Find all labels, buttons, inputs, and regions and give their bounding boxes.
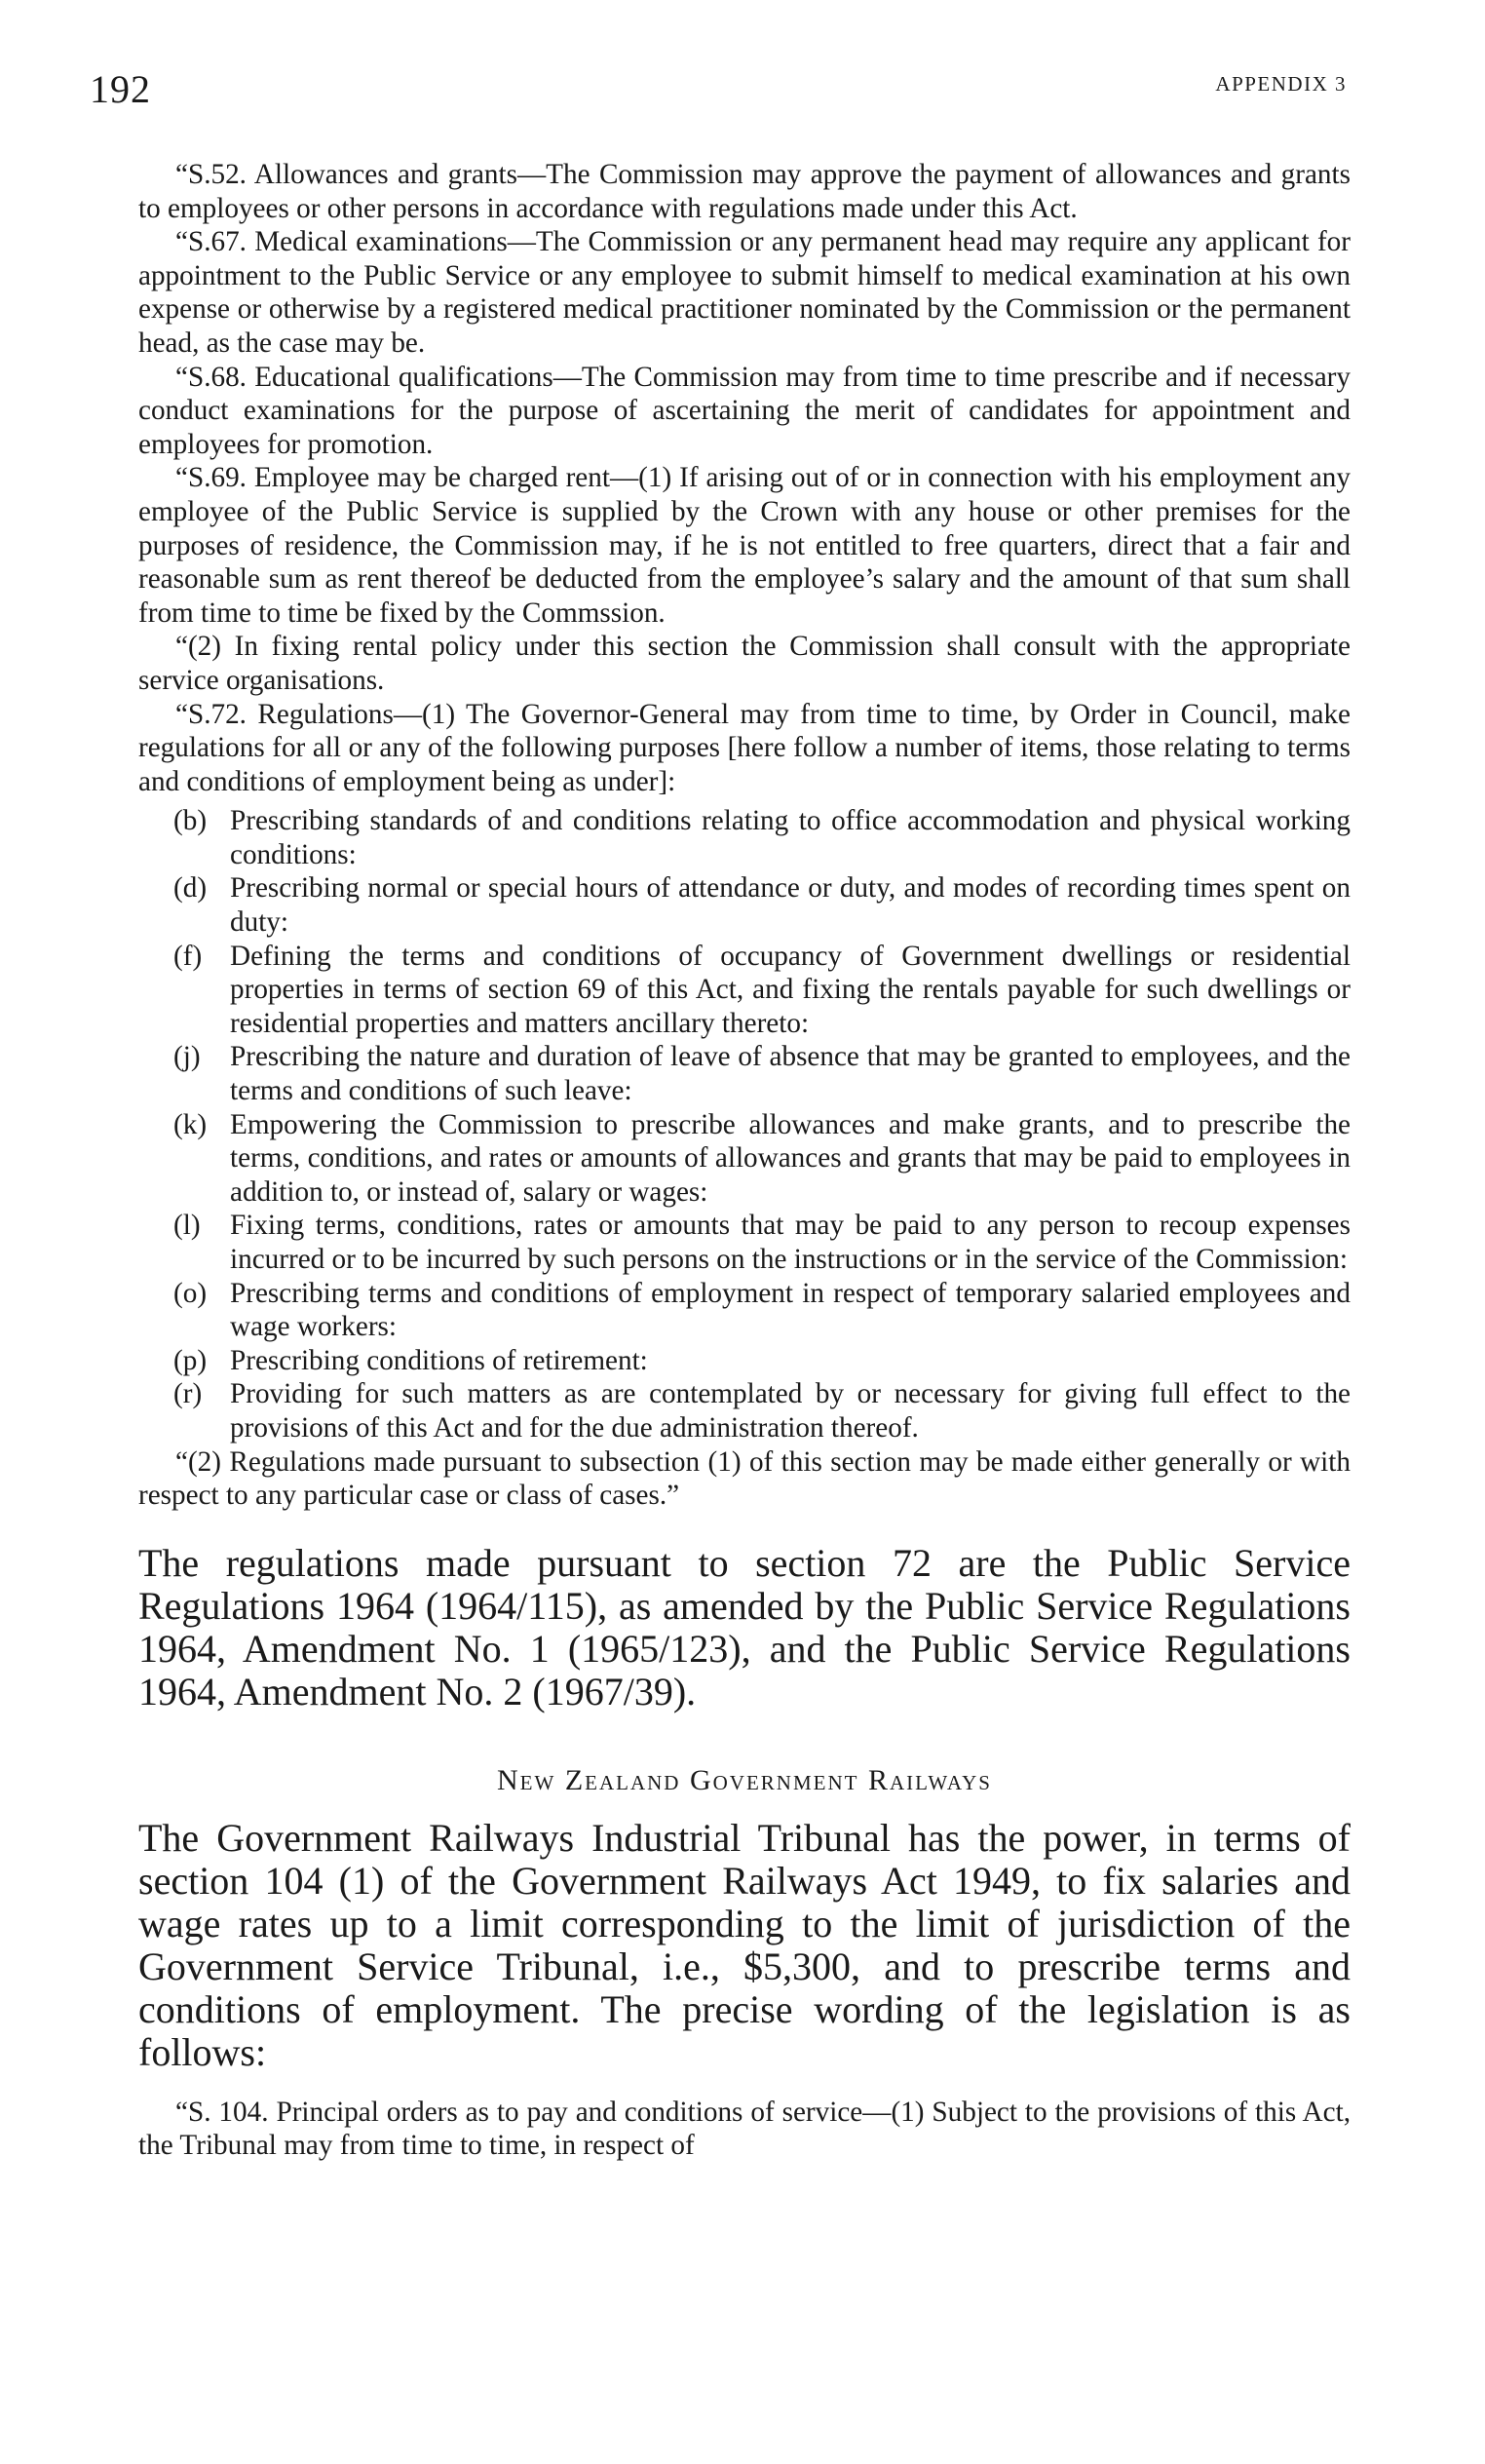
regulations-paragraph: The regulations made pursuant to section 72 are the Public Service Regulations 1964 (1964/115), as amended by the Public Service Regulations 1964, Amendment No. 1 (1965/123), and the Public Service Regulations 1964, Amendment No. 2 (1967/39).: [138, 1540, 1351, 1713]
item-marker: (l): [173, 1210, 201, 1242]
regulation-item: [173, 1277, 1351, 1344]
quoted-legislation: [138, 158, 1351, 1513]
running-head: APPENDIX 3: [1215, 72, 1347, 96]
section-52-paragraph: “S.52. Allowances and grants—The Commission may approve the payment of allowances and grants to employees or other persons in accordance with regulations made under this Act.: [138, 159, 1351, 224]
item-text: Prescribing the nature and duration of leave of absence that may be granted to employees, and the terms and conditions of such leave:: [230, 1041, 1351, 1107]
regulation-item: [173, 1344, 1351, 1378]
section-67-paragraph: “S.67. Medical examinations—The Commission or any permanent head may require any applicant for appointment to the Public Service or any employee to submit himself to medical examination at his own expense or otherwise by a registered medical practitioner nominated by the Commission or the permanent head, as the case may be.: [138, 226, 1351, 359]
regulation-item: [173, 1108, 1351, 1210]
item-marker: (r): [173, 1378, 203, 1410]
regulation-item: [173, 940, 1351, 1041]
page-header: [90, 58, 1347, 117]
section-104-quote: [138, 2096, 1351, 2163]
item-marker: (b): [173, 805, 208, 837]
item-text: Prescribing standards of and conditions relating to office accommodation and physical working conditions:: [230, 805, 1351, 870]
regulation-items-list: [138, 804, 1351, 1444]
section-69-paragraph: “S.69. Employee may be charged rent—(1) If arising out of or in connection with his employment any employee of the Public Service is supplied by the Crown with any house or other premises for the purposes of residence, the Commission may, if he is not entitled to free quarters, direct that a fair and reasonable sum as rent thereof be deducted from the employee’s salary and the amount of that sum shall from time to time be fixed by the Commssion.: [138, 462, 1351, 629]
item-text: Prescribing terms and conditions of employment in respect of temporary salaried employees and wage workers:: [230, 1277, 1351, 1343]
regulations-commentary: [138, 1542, 1351, 1713]
section-68-paragraph: “S.68. Educational qualifications—The Commission may from time to time prescribe and if necessary conduct examinations for the purpose of ascertaining the merit of candidates for appointment and employees for promotion.: [138, 361, 1351, 460]
item-text: Providing for such matters as are contemplated by or necessary for giving full effect to the provisions of this Act and for the due administration thereof.: [230, 1378, 1351, 1444]
item-marker: (p): [173, 1344, 208, 1376]
item-marker: (o): [173, 1277, 208, 1309]
section-heading: New Zealand Government Railways: [497, 1763, 992, 1796]
regulation-item: [173, 804, 1351, 871]
page-number: 192: [90, 67, 151, 111]
item-text: Empowering the Commission to prescribe allowances and make grants, and to prescribe the terms, conditions, and rates or amounts of allowances and grants that may be paid to employees in addition to, or instead of, salary or wages:: [230, 1108, 1351, 1208]
railways-paragraph: The Government Railways Industrial Tribunal has the power, in terms of section 104 (1) of the Government Railways Act 1949, to fix salaries and wage rates up to a limit corresponding to the limit of jurisdiction of the Government Service Tribunal, i.e., $5,300, and to prescribe terms and conditions of employment. The precise wording of the legislation is as follows:: [138, 1815, 1351, 2074]
regulation-item: [173, 871, 1351, 939]
item-marker: (d): [173, 872, 208, 905]
item-marker: (j): [173, 1041, 201, 1073]
item-text: Defining the terms and conditions of occupancy of Government dwellings or residential properties in terms of section 69 of this Act, and fixing the rentals payable for such dwellings or residential properties and matters ancillary thereto:: [230, 940, 1351, 1039]
item-text: Fixing terms, conditions, rates or amounts that may be paid to any person to recoup expenses incurred or to be incurred by such persons on the instructions or in the service of the Commission:: [230, 1210, 1351, 1275]
regulation-item: [173, 1209, 1351, 1276]
regulation-item: [173, 1377, 1351, 1444]
section-104-paragraph: “S. 104. Principal orders as to pay and conditions of service—(1) Subject to the provisions of this Act, the Tribunal may from time to time, in respect of: [138, 2096, 1351, 2162]
railways-commentary: [138, 1817, 1351, 2074]
section-72-paragraph: “S.72. Regulations—(1) The Governor-General may from time to time, by Order in Council, make regulations for all or any of the following purposes [here follow a number of items, those relating to terms and conditions of employment being as under]:: [138, 698, 1351, 797]
item-marker: (f): [173, 940, 203, 972]
item-text: Prescribing conditions of retirement:: [230, 1344, 648, 1376]
item-marker: (k): [173, 1108, 208, 1140]
section-69-subsection-2: “(2) In fixing rental policy under this section the Commission shall consult with the appropriate service organisations.: [138, 631, 1351, 696]
page-body: [138, 158, 1351, 2163]
item-text: Prescribing normal or special hours of attendance or duty, and modes of recording times spent on duty:: [230, 872, 1351, 939]
regulation-item: [173, 1040, 1351, 1107]
section-72-subsection-2: “(2) Regulations made pursuant to subsection (1) of this section may be made either generally or with respect to any particular case or class of cases.”: [138, 1445, 1351, 1512]
